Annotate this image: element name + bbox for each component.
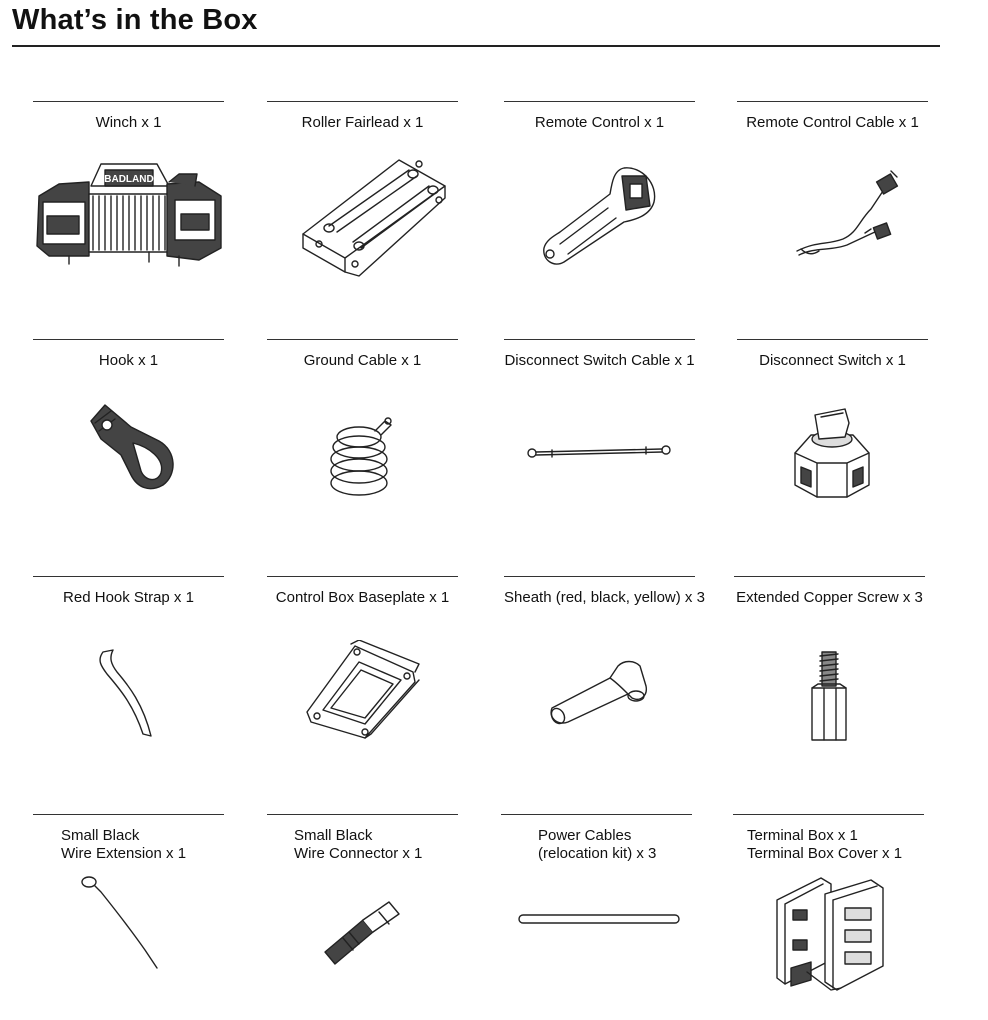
item-label-line: Small Black — [294, 827, 373, 844]
item-label: Remote Control Cable x 1 — [746, 114, 919, 131]
item-divider — [737, 101, 928, 102]
item-label-line: Terminal Box x 1 — [747, 827, 858, 844]
item-divider — [33, 576, 224, 577]
item-wire-connector — [267, 814, 458, 1014]
disconnect-switch-cable-icon — [524, 441, 674, 461]
title-divider — [12, 45, 940, 47]
ground-cable-icon — [325, 409, 405, 509]
item-label: Ground Cable x 1 — [303, 352, 422, 369]
winch-brand-text: BADLAND — [104, 174, 154, 185]
baseplate-icon — [303, 640, 423, 740]
item-label: Remote Control x 1 — [534, 114, 665, 131]
item-divider — [504, 101, 695, 102]
item-divider — [737, 339, 928, 340]
item-divider — [33, 101, 224, 102]
power-cable-icon — [515, 910, 685, 930]
disconnect-switch-icon — [787, 405, 877, 505]
copper-screw-icon — [804, 648, 854, 748]
item-wire-extension — [33, 814, 224, 1014]
item-divider — [33, 339, 224, 340]
item-ground-cable — [267, 339, 458, 569]
item-label: Extended Copper Screw x 3 — [736, 589, 923, 606]
item-copper-screw — [734, 576, 925, 806]
item-power-cables — [501, 814, 692, 1014]
item-label: Roller Fairlead x 1 — [301, 114, 424, 131]
item-label-line: Terminal Box Cover x 1 — [747, 845, 903, 862]
item-terminal-box — [733, 814, 924, 1014]
item-label-line: Wire Extension x 1 — [61, 845, 187, 862]
item-remote-control — [504, 101, 695, 331]
sheath-icon — [544, 656, 654, 736]
item-divider — [504, 339, 695, 340]
item-label — [538, 827, 708, 863]
item-disconnect-switch-cable — [504, 339, 695, 569]
item-label-line: Small Black — [61, 827, 140, 844]
winch-icon — [29, 156, 229, 286]
item-label — [747, 827, 923, 863]
item-label: Sheath (red, black, yellow) x 3 — [504, 589, 705, 606]
item-label-line: (relocation kit) x 3 — [538, 845, 657, 862]
item-label-line: Wire Connector x 1 — [294, 845, 423, 862]
item-baseplate — [267, 576, 458, 806]
item-label: Control Box Baseplate x 1 — [275, 589, 450, 606]
item-label: Hook x 1 — [98, 352, 159, 369]
item-hook — [33, 339, 224, 569]
item-label — [61, 827, 231, 863]
hook-strap-icon — [93, 644, 163, 744]
item-divider — [267, 814, 458, 815]
wire-connector-icon — [319, 898, 409, 968]
remote-control-cable-icon — [787, 169, 907, 269]
item-disconnect-switch — [737, 339, 928, 569]
hook-icon — [81, 397, 191, 507]
roller-fairlead-icon — [299, 156, 449, 286]
item-divider — [267, 101, 458, 102]
item-sheath — [504, 576, 705, 806]
item-divider — [504, 576, 695, 577]
item-divider — [267, 576, 458, 577]
item-divider — [33, 814, 224, 815]
item-label-line: Power Cables — [538, 827, 632, 844]
item-label — [294, 827, 464, 863]
item-remote-control-cable — [737, 101, 928, 331]
item-roller-fairlead — [267, 101, 458, 331]
wire-extension-icon — [77, 872, 177, 982]
item-winch — [33, 101, 224, 331]
item-hook-strap — [33, 576, 224, 806]
page-title: What’s in the Box — [12, 4, 258, 36]
item-divider — [733, 814, 924, 815]
item-label: Red Hook Strap x 1 — [63, 589, 194, 606]
item-label: Winch x 1 — [95, 114, 162, 131]
remote-control-icon — [534, 156, 664, 286]
item-divider — [501, 814, 692, 815]
item-divider — [267, 339, 458, 340]
item-label: Disconnect Switch Cable x 1 — [504, 352, 695, 369]
item-label: Disconnect Switch x 1 — [759, 352, 906, 369]
item-divider — [734, 576, 925, 577]
terminal-box-icon — [771, 870, 891, 1000]
